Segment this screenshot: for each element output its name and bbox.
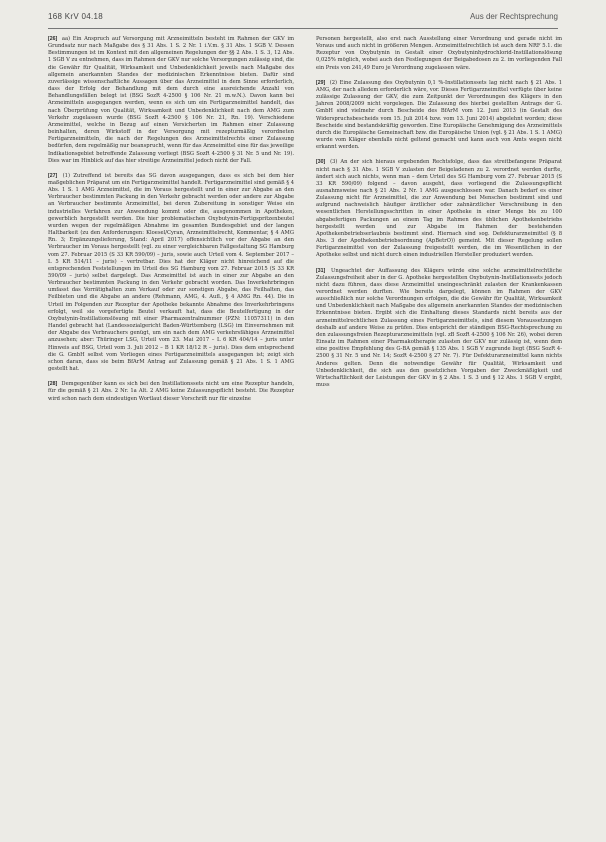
paragraph-text: aa) Ein Anspruch auf Versorgung mit Arzneimitteln besteht im Rahmen der GKV im Grundsatz nur nach Maßgabe des § 31 Abs. 1 S. 2 Nr. 1 i.V.m. § 31 Abs. 1 SGB V. Dessen Bestimmungen ist im Kontext mit den allgemeinen Regelungen der §§ 2 Abs. 1 S. 3, 12 Abs. 1 SGB V zu entnehmen, dass im Rahmen der GKV nur solche Versorgungen zulässig sind, die die Gewähr für Qualität, Wirksamkeit und Unbedenklichkeit jeweils nach Maßgabe des allgemein anerkannten Standes der medizinischen Erkenntnisse bieten. Dafür sind zuverlässige wissenschaftliche Aussagen über das Arzneimittel in dem Sinne erforderlich, dass der Erfolg der Behandlung mit dem durch eine ausreichende Anzahl von Behandlungsfällen belegt ist (BSG SozR 4-2500 § 106 Nr. 21 m.w.N.). Davon kann bei Arzneimitteln ausgegangen werden, wenn es sich um ein Fertigarzneimittel handelt, das nach Überprüfung von Qualität, Wirksamkeit und Unbedenklichkeit nach dem AMG zum Verkehr zugelassen wurde (BSG SozR 4-2500 § 106 Nr. 21, Rn. 19). Verschiedene Arzneimittel, welche in Bezug auf einen Versicherten im Rahmen einer Zulassung beinhalten, deren Wirkstoff in der Versorgung mit rezepturmäßig verordneten Fertigarzneimitteln, die nach der Regelungen des Arzneimittelrechts einer Zulassung bedürfen, dem regelmäßig nur beansprucht, wenn für das Arzneimittel eine für das jeweilige Indikationsgebiet betreffende Zulassung vorliegt (BSG SozR 4-2500 § 31 Nr. 5 und Nr. 19). Dies war im Hinblick auf das hier streitige Arzneimittel jedoch nicht der Fall. [48,36,295,164]
right-column [316,36,562,397]
paragraph-number: [27] [48,172,58,179]
paragraph-27 [48,173,294,373]
header-rule [48,28,558,29]
paragraph-28 [48,381,294,402]
paragraph-29 [316,80,562,152]
paragraph-number: [31] [316,267,326,274]
paragraph-text: (2) Eine Zulassung des Oxybutynin 0,1 %-Instillationssets lag nicht nach § 21 Abs. 1 AMG, der nach alledem erforderlich wäre, vor. Dieses Fertigarzneimittel verfügte über keine zulässige Zulassung der GKV, die zum Zeitpunkt der Verordnungen des Klägers in den Jahren 2008/2009 nicht vorgelegen. Die Zulassung des hierbei gestellten Antrags der G. GmbH sind vielmehr durch Bescheide des BfArM vom 12. Juni 2013 (in Gestalt des Widerspruchsbescheids vom 15. Juli 2014 bzw. vom 13. Juni 2014) abgelehnt worden; diese Bescheide sind bestandskräftig geworden. Eine Europäische Genehmigung des Arzneimittels durch die Europäische Gemeinschaft bzw. die Europäische Union (vgl. § 21 Abs. 1 S. 1 AMG) wurde vom Kläger ebenfalls nicht geltend gemacht und kann auch von Amts wegen nicht erkannt werden. [316,79,562,151]
page-number-journal: 168 KrV 04.18 [48,12,104,21]
paragraph-number: [30] [316,159,326,166]
paragraph-number: [29] [316,79,326,86]
paragraph-text: (3) An der sich hieraus ergebenden Rechtsfolge, dass das streitbefangene Präparat nicht nach § 31 Abs. 1 SGB V zulasten der Beigeladenen zu 2. verordnet werden durfte, ändert sich auch nichts, wenn man – dem Urteil des SG Hamburg vom 27. Februar 2015 (S 33 KR 590/09) folgend – davon ausgeht, dass vorliegend die Zulassungspflicht ausnahmsweise nach § 21 Abs. 2 Nr. 1 AMG ausgeschlossen war. Danach bedarf es einer Zulassung nicht für Arzneimittel, die zur Anwendung bei Menschen bestimmt sind und aufgrund nachweislich häufiger ärztlicher oder zahnärztlicher Verschreibung in den wesentlichen Herstellungsschritten in einer Apotheke in einer Menge bis zu 100 abgabefertigen Packungen an einem Tag im Rahmen des üblichen Apothekenbetriebs hergestellt werden und zur Abgabe im Rahmen der bestehenden Apothekenbetriebserlaubnis bestimmt sind. Hiernach sind sog. Defekturarzneimittel (§ 8 Abs. 3 der Apothekenbetriebsordnung (ApBetrO)) gemeint. Mit dieser Regelung sollen Fertigarzneimittel von der Zulassung freigestellt werden, die im Wesentlichen in der Apotheke selbst und nicht durch einen industriellen Hersteller produziert werden. [316,159,562,259]
paragraph-text: Personen hergestellt, also erst nach Ausstellung einer Verordnung und gerade nicht im Voraus und auch nicht in größeren Mengen. Arzneimittelrechtlich ist auch dem NRF 5.1. die Rezeptur von Oxybutynin in Gestalt einer Oxybutyninhydrochlorid-Instillationslösung 0,025% möglich, wobei auch den Festlegungen der Beigabedosen zu 2. im vorliegenden Fall ein Preis von 241,49 Euro je Verordnung zugelassen wäre. [316,36,562,71]
paragraph-30 [316,159,562,259]
paragraph-text: Ungeachtet der Auffassung des Klägers würde eine solche arzneimittelrechtliche Zulassungsfreiheit aber in der G. Apotheke hergestellten Oxybutynin-Instillationssets jedoch nicht dazu führen, dass diese Arzneimittel uneingeschränkt zulasten der Krankenkassen verordnet werden durften. Wie bereits dargelegt, können im Rahmen der GKV ausschließlich nur solche Verordnungen erfolgen, die die Gewähr für Qualität, Wirksamkeit und Unbedenklichkeit nach Maßgabe des allgemein anerkannten Standes der medizinischen Erkenntnisse bieten. Ergibt sich die Einhaltung dieses Standards nicht bereits aus der arzneimittelrechtlichen Zulassung eines Fertigarzneimittels, sind diesem Voraussetzungen deshalb auf andere Weise zu prüfen. Dies entspricht der ständigen BSG-Rechtsprechung zu den zulassungsfreien Rezepturarzneimitteln (vgl. zB SozR 4-2500 § 106 Nr. 26), wobei deren Einsatz im Rahmen einer Pharmakotherapie zulasten der GKV nur zulässig ist, wenn dem eine positive Empfehlung des G-BA gemäß § 135 Abs. 1 SGB V zugrunde liegt (BSG SozR 4-2500 § 31 Nr. 5 und Nr. 14; SozR 4-2500 § 27 Nr. 7). Für Defekturarzneimittel kann nichts Anderes gelten. Denn die notwendige Gewähr für Qualität, Wirksamkeit und Unbedenklichkeit, die sich aus den gesetzlichen Vorgaben der Zweckmäßigkeit und Wirtschaftlichkeit der Leistungen der GKV in § 2 Abs. 1 S. 3 und § 12 Abs. 1 SGB V ergibt, muss [316,267,562,389]
paragraph-text: (1) Zutreffend ist bereits das SG davon ausgegangen, dass es sich bei dem hier maßgeblichen Präparat um ein Fertigarzneimittel handelt. Fertigarzneimittel sind gemäß § 4 Abs. 1 S. 1 AMG Arzneimittel, die im Voraus hergestellt und in einer zur Abgabe an den Verbraucher bestimmten Packung in den Verkehr gebracht werden oder andere zur Abgabe an Verbraucher bestimmte Arzneimittel, bei deren Zubereitung in sonstiger Weise ein industrielles Verfahren zur Anwendung kommt oder die, ausgenommen in Apotheken, gewerblich hergestellt werden. Die hier problematischen Oxybutynin-Fertigspritzenbeutel wurden wegen der regelmäßigen Abnahme im gesamten Bundesgebiet und der langen Haltbarkeit (zu den Anforderungen: Kloesel/Cyran, Arzneimittelrecht, Kommentar, § 4 AMG Rn. 3; Ergänzungslieferung, Stand: April 2017) offensichtlich vor der Abgabe an den Verbraucher im Voraus hergestellt (vgl. zu einer vergleichbaren Fallgestaltung SG Hamburg vom 27. Februar 2015 (S 33 KR 590/09) – juris, sowie auch Urteil vom 4. September 2017 – L 5 KR 514/11 – juris) – vertretbar. Dies hat der Kläger nicht hinreichend auf die entsprechenden Feststellungen im Urteil des SG Hamburg vom 27. Februar 2015 (S 33 KR 590/09 – juris) selbst dargelegt. Das Arzneimittel ist auch in einer zur Abgabe an den Verbraucher bestimmten Packung in den Verkehr gebracht worden. Das Inverkehrbringen umfasst das Vorrätighalten zum Verkauf oder zur sonstigen Abgabe, das Feilhalten, das Feilbieten und die Abgabe an andere (Rehmann, AMG, 4. Aufl., § 4 AMG Rn. 44). Die in Urteil im Folgenden zur Rezeptur der Apotheke bekannte Abnahme des Inverkehrbringens erfolgt, weil sie vorgefertigte Beutel verkauft hat, dass die Beutelfertigung in der Oxybutynin-Instillationslösung mit einer Pharmazentralnummer (PZN: 11057311) in den Handel gebracht hat (Landessozialgericht Baden-Württemberg (LSG) im Einvernehmen mit der Abgabe des Verbrauchers genügt, um ein nach dem AMG verkehrsfähiges Arzneimittel anzusehen; aber: Thüringer LSG, Urteil vom 23. Mai 2017 – L 6 KR 404/14 – juris unter Hinweis auf BSG, Urteil vom 3. Juli 2012 – B 1 KR 18/12 R – juris). Dies dem entsprechend die G. GmbH selbst vom Vorliegen eines Fertigarzneimittels ausgegangen ist; zeigt sich schon daran, dass sie beim BfArM Antrag auf Zulassung gemäß § 21 Abs. 1 S. 1 AMG gestellt hat. [48,172,295,373]
left-column [48,36,294,411]
paragraph-text: Demgegenüber kann es sich bei den Instillationssets nicht um eine Rezeptur handeln, für die gemäß § 21 Abs. 2 Nr. 1a Alt. 2 AMG keine Zulassungspflicht besteht. Die Rezeptur wird schon nach dem eindeutigen Wortlaut dieser Vorschrift nur für einzelne [48,381,294,402]
paragraph-number: [26] [48,36,58,42]
paragraph-continuation [316,36,562,72]
page-header [48,12,558,26]
section-title: Aus der Rechtsprechung [469,12,558,21]
paragraph-31 [316,268,562,390]
paragraph-26 [48,36,294,165]
paragraph-number: [28] [48,381,58,388]
